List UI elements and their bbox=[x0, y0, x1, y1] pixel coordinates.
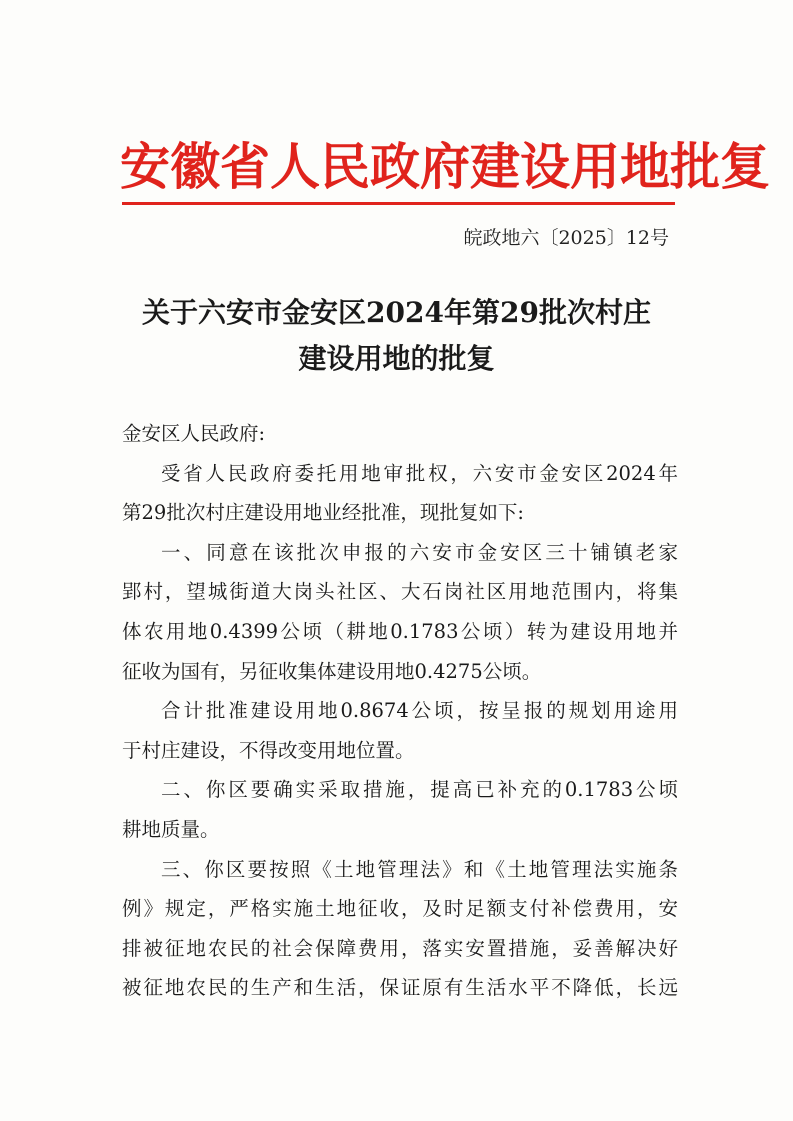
body-line: 征收为国有，另征收集体建设用地0.4275公顷。 bbox=[122, 659, 542, 683]
masthead-red-rule bbox=[122, 202, 675, 205]
document-number: 皖政地六〔2025〕12号 bbox=[463, 227, 669, 249]
document-body bbox=[122, 414, 678, 1008]
body-line: 二、你区要确实采取措施，提高已补充的0.1783公顷 bbox=[161, 778, 678, 802]
body-line: 体农用地0.4399公顷（耕地0.1783公顷）转为建设用地并 bbox=[122, 619, 678, 643]
document-title-line-2: 建设用地的批复 bbox=[298, 342, 495, 375]
masthead-title: 安徽省人民政府建设用地批复 bbox=[120, 137, 770, 196]
body-line: 受省人民政府委托用地审批权，六安市金安区2024年 bbox=[161, 461, 678, 485]
body-line: 三、你区要按照《土地管理法》和《土地管理法实施条 bbox=[161, 857, 678, 881]
body-line: 合计批准建设用地0.8674公顷，按呈报的规划用途用 bbox=[161, 699, 678, 723]
body-line: 于村庄建设，不得改变用地位置。 bbox=[122, 738, 415, 762]
body-line: 第29批次村庄建设用地业经批准，现批复如下: bbox=[122, 501, 524, 525]
document-title-line-1: 关于六安市金安区2024年第29批次村庄 bbox=[142, 296, 651, 329]
body-line: 郢村，望城街道大岗头社区、大石岗社区用地范围内，将集 bbox=[122, 580, 678, 604]
body-line: 耕地质量。 bbox=[122, 817, 220, 841]
body-line: 排被征地农民的社会保障费用，落实安置措施，妥善解决好 bbox=[122, 936, 678, 960]
addressee: 金安区人民政府: bbox=[122, 422, 266, 445]
body-line: 被征地农民的生产和生活，保证原有生活水平不降低，长远 bbox=[122, 976, 678, 1000]
body-line: 一、同意在该批次申报的六安市金安区三十铺镇老家 bbox=[161, 540, 678, 564]
body-line: 例》规定，严格实施土地征收，及时足额支付补偿费用，安 bbox=[122, 897, 678, 921]
